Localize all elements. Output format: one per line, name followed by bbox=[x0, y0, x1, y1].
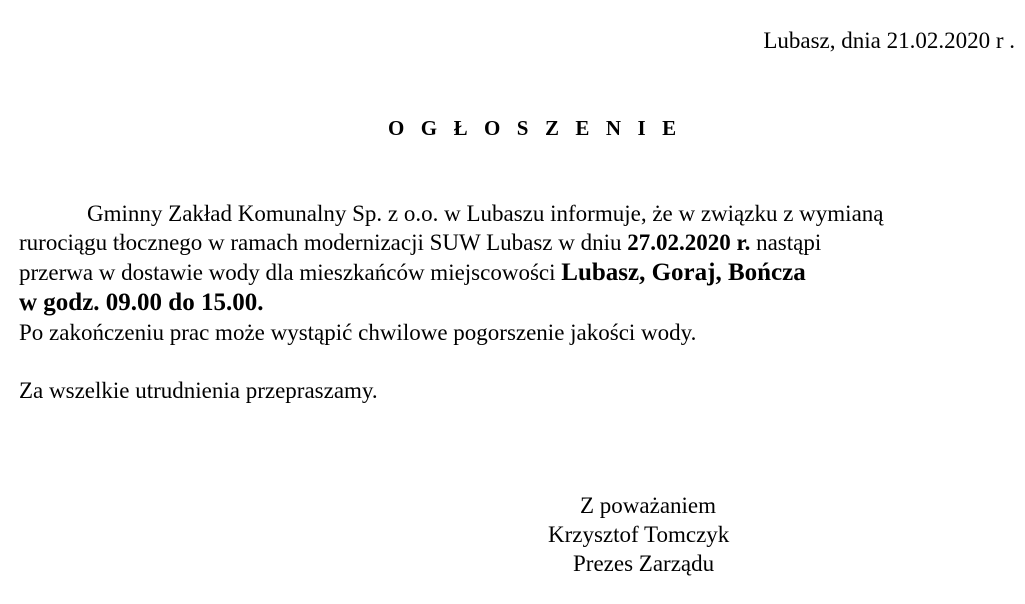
paragraph-line-1: Gminny Zakład Komunalny Sp. z o.o. w Lubaszu informuje, że w związku z wymianą bbox=[87, 201, 884, 226]
signature-closing: Z poważaniem bbox=[580, 493, 717, 518]
paragraph-line-3-text: przerwa w dostawie wody dla mieszkańców miejscowości bbox=[19, 260, 562, 285]
paragraph-line-3 bbox=[19, 259, 806, 287]
apology-line: Za wszelkie utrudnienia przepraszamy. bbox=[19, 378, 378, 403]
paragraph-line-2-text: rurociągu tłocznego w ramach modernizacji SUW Lubasz w dniu bbox=[19, 230, 628, 255]
paragraph-line-2-tail: nastąpi bbox=[750, 230, 822, 255]
document-title: O G Ł O S Z E N I E bbox=[388, 116, 682, 140]
date-line: Lubasz, dnia 21.02.2020 r . bbox=[763, 28, 1015, 53]
outage-hours: w godz. 09.00 do 15.00. bbox=[19, 289, 264, 316]
paragraph-line-5: Po zakończeniu prac może wystąpić chwilowe pogorszenie jakości wody. bbox=[19, 320, 697, 345]
signature-name: Krzysztof Tomczyk bbox=[548, 522, 730, 547]
affected-places: Lubasz, Goraj, Bończa bbox=[561, 259, 806, 286]
paragraph-line-2 bbox=[19, 230, 821, 256]
outage-date: 27.02.2020 r. bbox=[627, 230, 751, 255]
signature-role: Prezes Zarządu bbox=[573, 551, 715, 576]
